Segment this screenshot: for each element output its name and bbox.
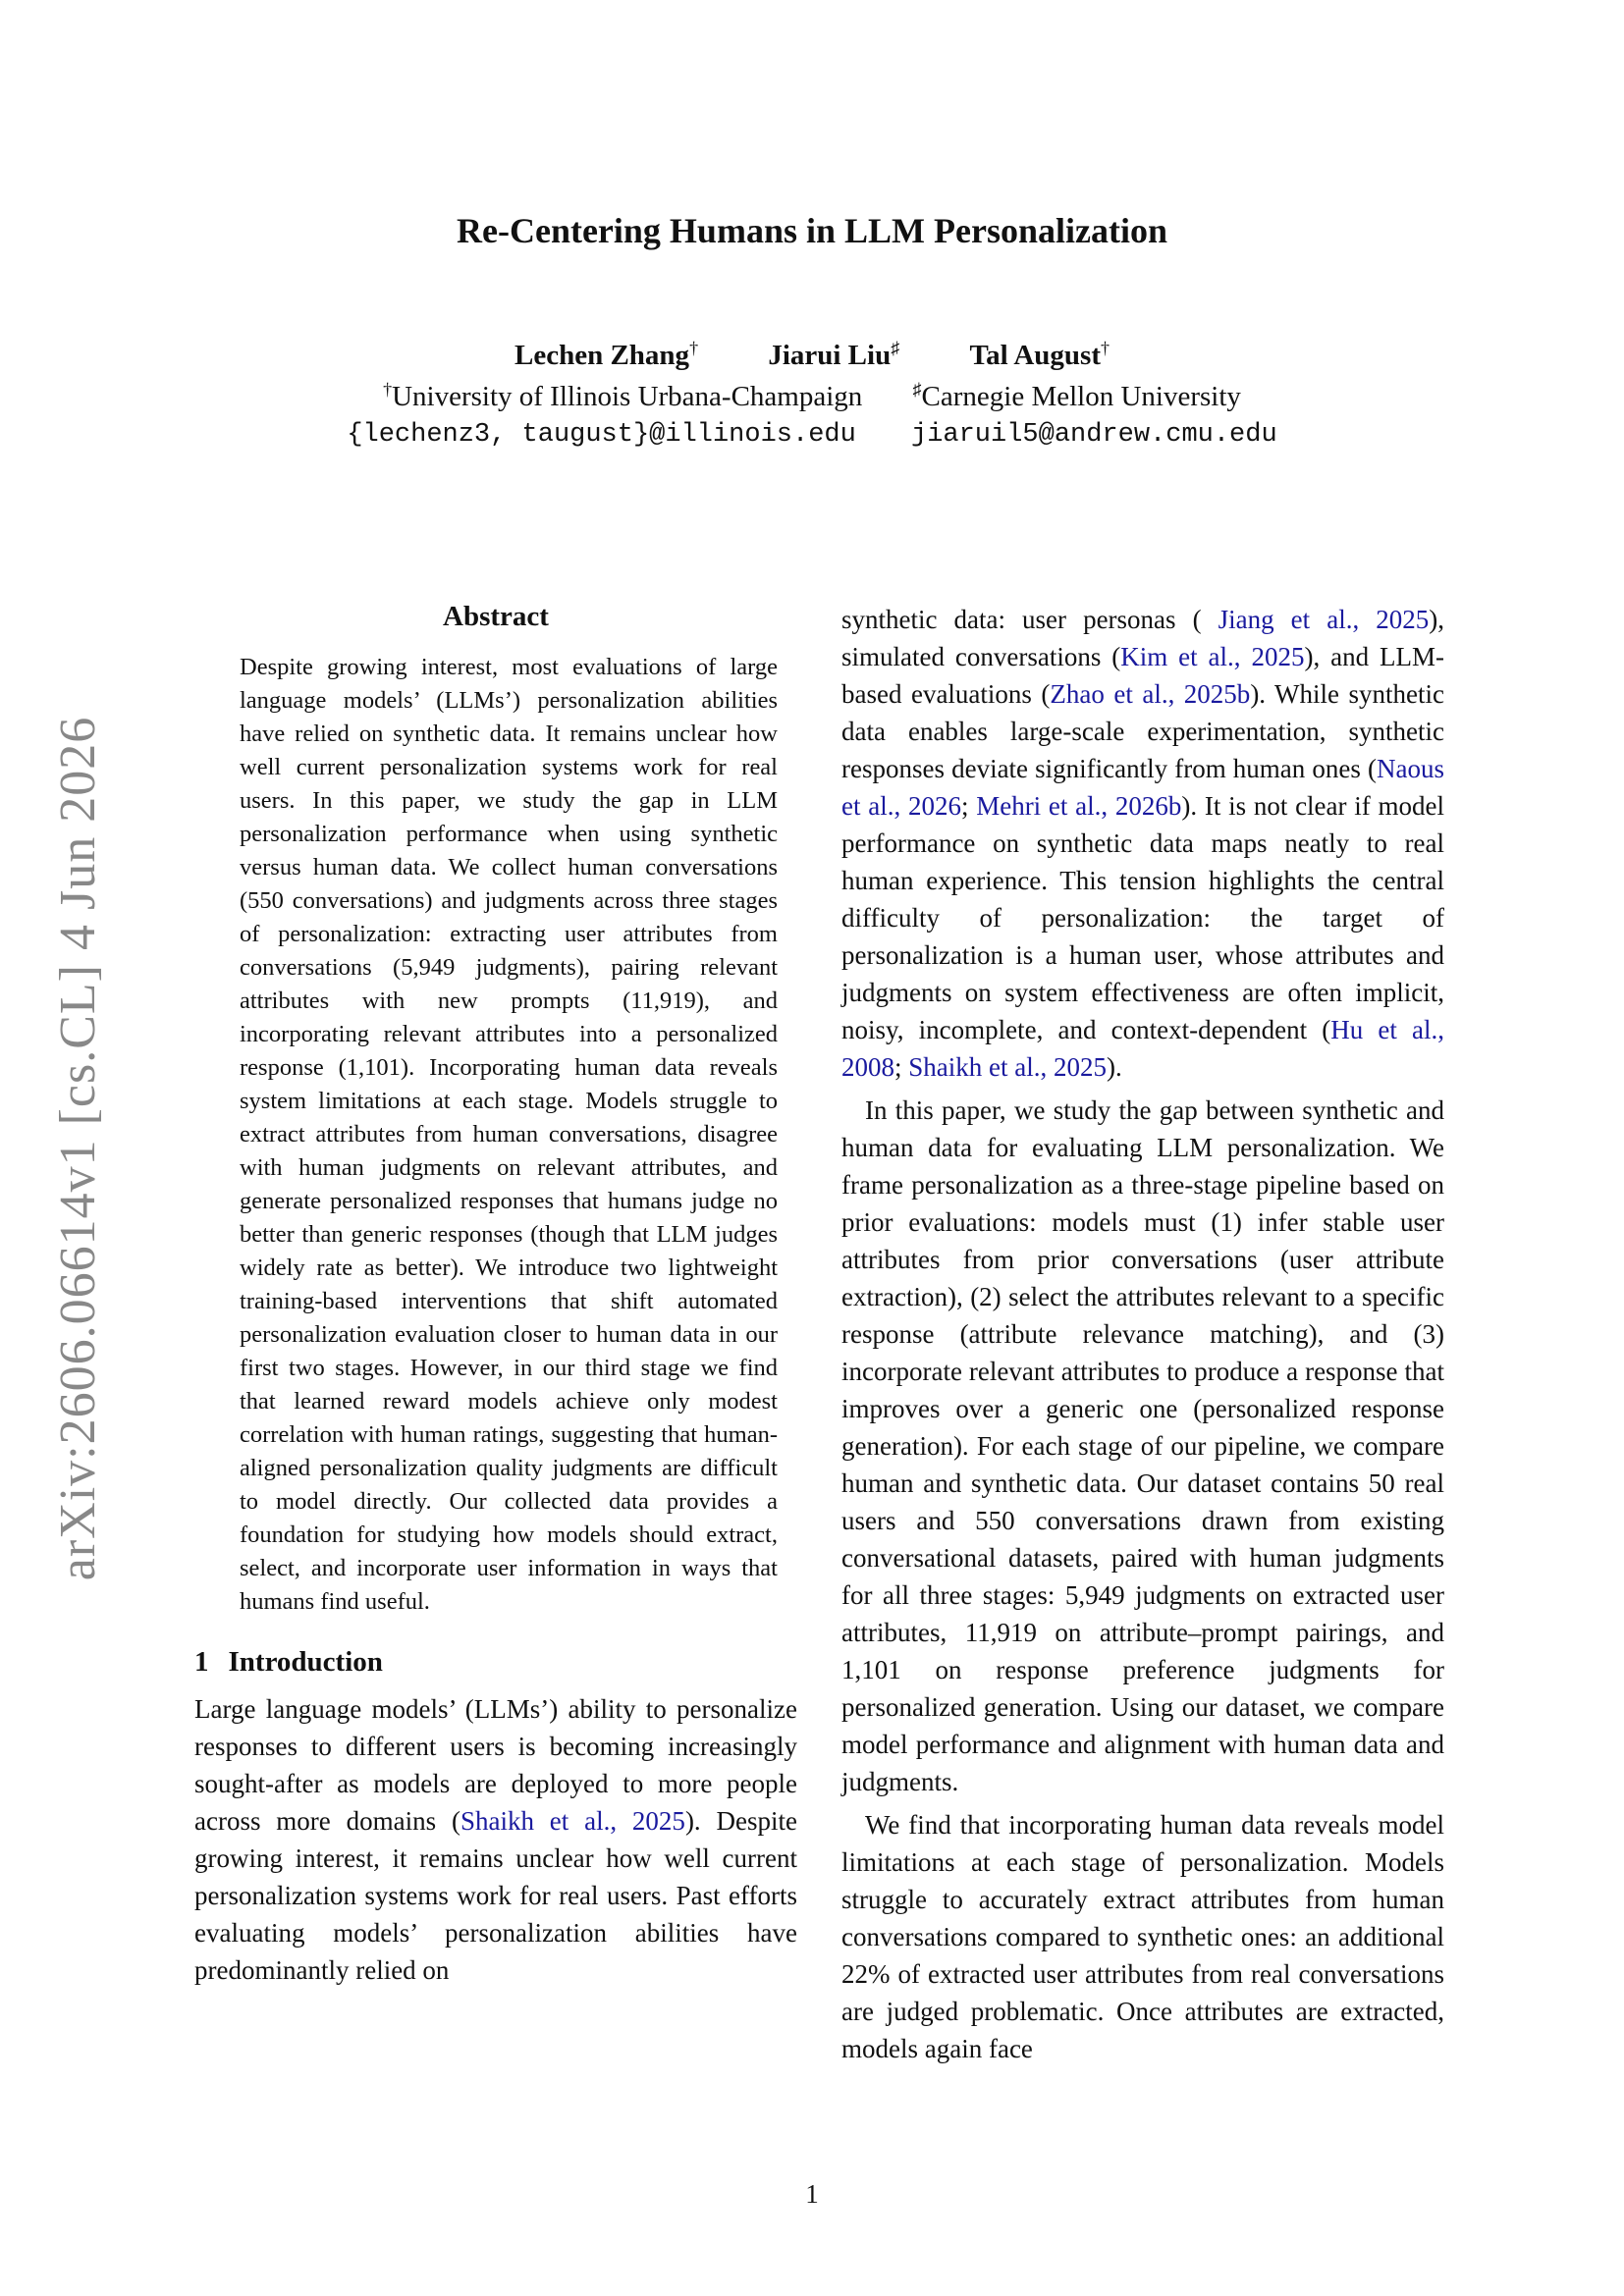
arxiv-identifier: arXiv:2606.06614v1 [cs.CL] 4 Jun 2026: [50, 716, 106, 1581]
citation-link[interactable]: Shaikh et al., 2025: [460, 1806, 685, 1836]
left-column: [194, 601, 797, 1989]
citation-link[interactable]: Kim et al., 2025: [1120, 642, 1305, 671]
citation-link[interactable]: Jiang et al., 2025: [1218, 605, 1430, 634]
affiliation-list: [0, 379, 1624, 413]
citation-link[interactable]: Shaikh et al., 2025: [908, 1052, 1107, 1082]
affiliation: ♯Carnegie Mellon University: [912, 379, 1241, 412]
right-column: [841, 601, 1444, 2067]
citation-link[interactable]: Mehri et al., 2026b: [976, 791, 1182, 821]
author-list: [0, 338, 1624, 372]
intro-paragraph-1-continued: synthetic data: user personas ( Jiang et al., 2025), simulated conversations (Kim et al., 2025), and LLM-based evaluations (Zhao et al., 2025b). While synthetic data enables large-scale experimentation, synthetic responses deviate significantly from human ones (Naous et al., 2026; Mehri et al., 2026b). It is not clear if model performance on synthetic data maps neatly to real human experience. This tension highlights the central difficulty of personalization: the target of personalization is a human user, whose attributes and judgments on system effectiveness are often implicit, noisy, incomplete, and context-dependent (Hu et al., 2008; Shaikh et al., 2025).: [841, 605, 1444, 1082]
section-heading-introduction: 1 Introduction: [194, 1646, 383, 1678]
abstract-heading: Abstract: [443, 601, 549, 632]
paper-title: Re-Centering Humans in LLM Personalization: [457, 211, 1167, 250]
intro-paragraph-1: Large language models’ (LLMs’) ability to personalize responses to different users is becoming increasingly sought-after as models are deployed to more people across more domains (Shaikh et al., 2025). Despite growing interest, it remains unclear how well current personalization systems work for real users. Past efforts evaluating models’ personalization abilities have predominantly relied on: [194, 1694, 797, 1985]
affiliation: †University of Illinois Urbana-Champaign: [383, 379, 863, 412]
page-number: 1: [805, 2179, 819, 2209]
intro-paragraph-2: In this paper, we study the gap between synthetic and human data for evaluating LLM personalization. We frame personalization as a three-stage pipeline based on prior evaluations: models must (1) infer stable user attributes from prior conversations (user attribute extraction), (2) select the attributes relevant to a specific response (attribute relevance matching), and (3) incorporate relevant attributes to produce a response that improves over a generic one (personalized response generation). For each stage of our pipeline, we compare human and synthetic data. Our dataset contains 50 real users and 550 conversations drawn from existing conversational datasets, paired with human judgments for all three stages: 5,949 judgments on extracted user attributes, 11,919 on attribute–prompt pairings, and 1,101 on response preference judgments for personalized generation. Using our dataset, we compare model performance and alignment with human data and judgments.: [841, 1095, 1444, 1796]
citation-link[interactable]: Hu et al., 2008: [841, 1015, 1444, 1082]
author: Lechen Zhang†: [514, 338, 699, 371]
email: jiaruil5@andrew.cmu.edu: [911, 420, 1277, 450]
intro-paragraph-3: We find that incorporating human data reveals model limitations at each stage of personalization. Models struggle to accurately extract attributes from human conversations compared to synthetic ones: an additional 22% of extracted user attributes from real conversations are judged problematic. Once attributes are extracted, models again face: [841, 1810, 1444, 2063]
citation-link[interactable]: Zhao et al., 2025b: [1050, 679, 1251, 709]
author: Jiarui Liu♯: [768, 338, 900, 371]
email: {lechenz3, taugust}@illinois.edu: [347, 420, 856, 450]
author: Tal August†: [969, 338, 1110, 371]
email-list: [0, 420, 1624, 450]
abstract-text: Despite growing interest, most evaluations of large language models’ (LLMs’) personalization abilities have relied on synthetic data. It remains unclear how well current personalization systems work for real users. In this paper, we study the gap in LLM personalization performance when using synthetic versus human data. We collect human conversations (550 conversations) and judgments across three stages of personalization: extracting user attributes from conversations (5,949 judgments), pairing relevant attributes with new prompts (11,919), and incorporating relevant attributes into a personalized response (1,101). Incorporating human data reveals system limitations at each stage. Models struggle to extract attributes from human conversations, disagree with human judgments on relevant attributes, and generate personalized responses that humans judge no better than generic responses (though that LLM judges widely rate as better). We introduce two lightweight training-based interventions that shift automated personalization evaluation closer to human data in our first two stages. However, in our third stage we find that learned reward models achieve only modest correlation with human ratings, suggesting that human-aligned personalization quality judgments are difficult to model directly. Our collected data provides a foundation for studying how models should extract, select, and incorporate user information in ways that humans find useful.: [240, 654, 778, 1615]
citation-link[interactable]: Naous et al., 2026: [841, 754, 1444, 821]
